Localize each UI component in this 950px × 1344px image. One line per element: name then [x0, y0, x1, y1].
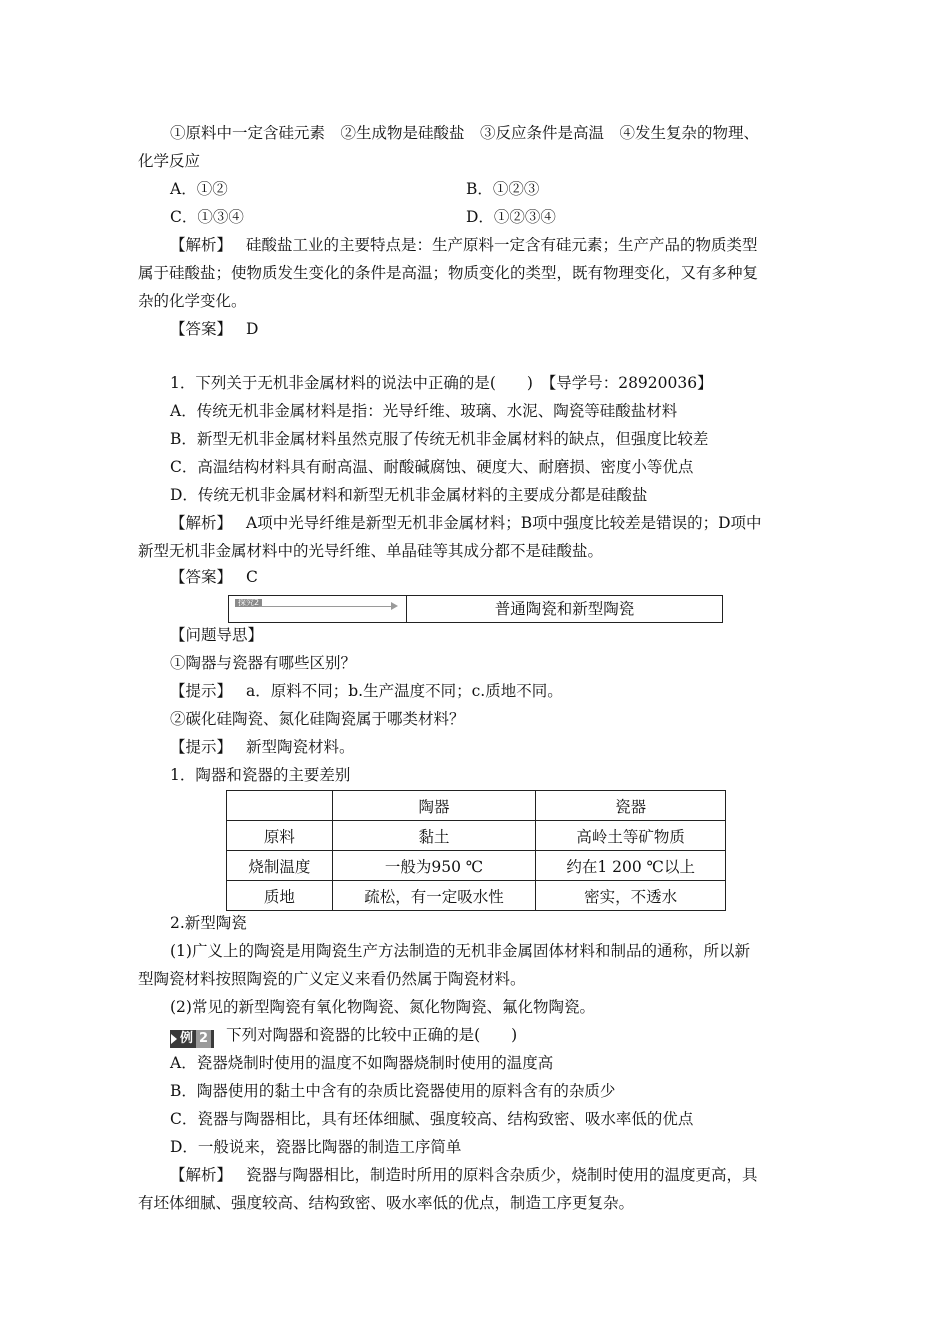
answer-value: D [246, 320, 259, 338]
answer-tag: 【答案】 [170, 568, 233, 586]
table-cell: 一般为950 ℃ [332, 851, 536, 881]
header-cell: 瓷器 [536, 791, 726, 821]
play-icon [171, 1034, 177, 1044]
table-header-row [227, 791, 726, 821]
option-a: A．传统无机非金属材料是指：光导纤维、玻璃、水泥、陶瓷等硅酸盐材料 [170, 402, 678, 420]
hint-tag: 【提示】 [170, 682, 233, 700]
option-c: C．瓷器与陶器相比，具有坯体细腻、强度较高、结构致密、吸水率低的优点 [170, 1110, 694, 1128]
option-d: D．一般说来，瓷器比陶器的制造工序简单 [170, 1138, 462, 1156]
hint-text: 新型陶瓷材料。 [246, 738, 355, 756]
analysis-line: 新型无机非金属材料中的光导纤维、单晶硅等其成分都不是硅酸盐。 [138, 542, 604, 560]
table-cell: 原料 [227, 821, 333, 851]
section-title: 1．陶器和瓷器的主要差别 [170, 766, 351, 784]
analysis-tag: 【解析】 [170, 514, 233, 532]
paragraph-line: 型陶瓷材料按照陶瓷的广义定义来看仍然属于陶瓷材料。 [138, 970, 526, 988]
table-cell: 黏土 [332, 821, 536, 851]
analysis-tag: 【解析】 [170, 1166, 233, 1184]
analysis-line: 属于硅酸盐；使物质发生变化的条件是高温；物质变化的类型，既有物理变化，又有多种复 [138, 264, 759, 282]
answer-line [170, 566, 258, 588]
guide-question: ①陶器与瓷器有哪些区别？ [170, 654, 357, 672]
table-cell: 约在1 200 ℃以上 [536, 851, 726, 881]
analysis-line [170, 512, 762, 534]
option-c: C．高温结构材料具有耐高温、耐酸碱腐蚀、硬度大、耐磨损、密度小等优点 [170, 458, 694, 476]
table-cell: 质地 [227, 881, 333, 911]
guide-question: ②碳化硅陶瓷、氮化硅陶瓷属于哪类材料？ [170, 710, 465, 728]
hint-line [170, 680, 563, 702]
table-row [227, 821, 726, 851]
explore-banner [228, 595, 723, 623]
hint-tag: 【提示】 [170, 738, 233, 756]
analysis-tag: 【解析】 [170, 236, 233, 254]
statements-line: 化学反应 [138, 152, 201, 170]
table-cell: 烧制温度 [227, 851, 333, 881]
table-cell: 疏松，有一定吸水性 [332, 881, 536, 911]
guide-heading: 【问题导思】 [170, 626, 264, 644]
option-a: A．瓷器烧制时使用的温度不如陶器烧制时使用的温度高 [170, 1054, 554, 1072]
comparison-table [226, 790, 726, 911]
table-cell: 高岭土等矿物质 [536, 821, 726, 851]
arrow-line [259, 606, 391, 607]
statements-line: ①原料中一定含硅元素 ②生成物是硅酸盐 ③反应条件是高温 ④发生复杂的物理、 [170, 124, 760, 142]
option-d: D．①②③④ [466, 208, 556, 226]
option-b: B．陶器使用的黏土中含有的杂质比瓷器使用的原料含有的杂质少 [170, 1082, 616, 1100]
paragraph-line: (2)常见的新型陶瓷有氧化物陶瓷、氮化物陶瓷、氟化物陶瓷。 [170, 998, 595, 1016]
example-badge-label: 例 [180, 1031, 194, 1046]
analysis-text: 瓷器与陶器相比，制造时所用的原料含杂质少，烧制时使用的温度更高，具 [246, 1166, 758, 1184]
analysis-line [170, 234, 758, 256]
explore-badge: 探究2 [235, 599, 262, 607]
table-cell: 密实，不透水 [536, 881, 726, 911]
option-d: D．传统无机非金属材料和新型无机非金属材料的主要成分都是硅酸盐 [170, 486, 648, 504]
example-badge-number: 2 [196, 1030, 211, 1048]
explore-label-cell [229, 596, 407, 622]
analysis-text: 硅酸盐工业的主要特点是：生产原料一定含有硅元素；生产产品的物质类型 [246, 236, 758, 254]
analysis-text: A项中光导纤维是新型无机非金属材料；B项中强度比较差是错误的；D项中 [246, 514, 762, 532]
example-badge [170, 1030, 214, 1048]
analysis-line: 有坯体细腻、强度较高、结构致密、吸水率低的优点，制造工序更复杂。 [138, 1194, 635, 1212]
option-a: A．①② [170, 180, 228, 198]
analysis-line: 杂的化学变化。 [138, 292, 247, 310]
hint-line [170, 736, 355, 758]
option-b: B．新型无机非金属材料虽然克服了传统无机非金属材料的缺点，但强度比较差 [170, 430, 709, 448]
analysis-line [170, 1164, 758, 1186]
answer-line [170, 318, 258, 340]
question-stem: 1．下列关于无机非金属材料的说法中正确的是( ) 【导学号：28920036】 [170, 374, 713, 392]
table-row [227, 851, 726, 881]
arrow-icon [391, 602, 398, 610]
table-row [227, 881, 726, 911]
header-cell [227, 791, 333, 821]
header-cell: 陶器 [332, 791, 536, 821]
hint-text: a．原料不同；b.生产温度不同；c.质地不同。 [246, 682, 563, 700]
answer-value: C [246, 568, 258, 586]
option-c: C．①③④ [170, 208, 244, 226]
example-stem: 下列对陶器和瓷器的比较中正确的是( ) [226, 1026, 518, 1044]
explore-title: 普通陶瓷和新型陶瓷 [494, 600, 635, 618]
example-stem-line [170, 1024, 517, 1046]
section-title: 2.新型陶瓷 [170, 914, 247, 932]
paragraph-line: (1)广义上的陶瓷是用陶瓷生产方法制造的无机非金属固体材料和制品的通称，所以新 [170, 942, 750, 960]
option-b: B．①②③ [466, 180, 540, 198]
answer-tag: 【答案】 [170, 320, 233, 338]
